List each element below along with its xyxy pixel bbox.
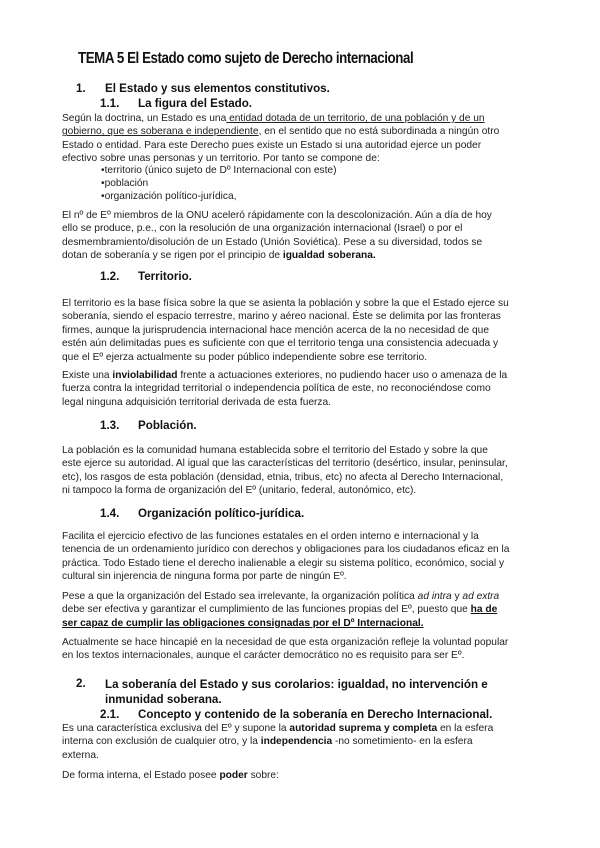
section-title bbox=[105, 677, 488, 707]
text-line: que el Eº ejerza actualmente su poder público independiente sobre ese territorio. bbox=[62, 351, 428, 363]
bold-text: inviolabilidad bbox=[112, 370, 178, 381]
bullet-list bbox=[101, 164, 337, 204]
paragraph-estado-definition bbox=[62, 112, 557, 166]
text-run: , en el sentido que no está subordinada a ningún otro bbox=[258, 126, 500, 138]
page-title: TEMA 5 El Estado como sujeto de Derecho internacional bbox=[78, 50, 414, 67]
text-line: estén aún delimitadas pues es suficiente con que el territorio tenga una consistencia adecuada y bbox=[62, 338, 499, 350]
paragraph-onu bbox=[62, 209, 557, 263]
section-number: 1.1. bbox=[100, 97, 120, 110]
list-item: •población bbox=[101, 178, 149, 190]
paragraph-soberania bbox=[62, 722, 557, 762]
text-line: Actualmente se hace hincapié en la necesidad de que esta organización refleje la voluntad popular bbox=[62, 637, 509, 648]
text-line: legal ninguna adquisición territorial derivada de esta fuerza. bbox=[62, 396, 332, 408]
text-line: El territorio es la base física sobre la que se asienta la población y sobre la que el Estado ejerce su bbox=[62, 298, 509, 309]
italic-text: ad extra bbox=[462, 591, 500, 602]
section-title: Concepto y contenido de la soberanía en Derecho Internacional. bbox=[138, 708, 493, 721]
text-run: Según la doctrina, un Estado es una bbox=[62, 113, 227, 124]
text-run: frente a actuaciones exteriores, no pudiendo hacer uso o amenaza de la bbox=[177, 370, 508, 381]
text-run: Existe una bbox=[62, 370, 113, 381]
section-title-line: inmunidad soberana. bbox=[105, 693, 222, 706]
bold-underlined-text: ser capaz de cumplir las obligaciones consignadas por el Dº Internacional. bbox=[62, 617, 424, 629]
text-line: La población es la comunidad humana establecida sobre el territorio del Estado y sobre la que bbox=[62, 445, 488, 456]
paragraph-organizacion-efectiva bbox=[62, 590, 557, 630]
bold-text: igualdad soberana. bbox=[282, 250, 376, 262]
text-line: en los textos internacionales, aunque el carácter democrático no es requisito para ser Eº. bbox=[62, 650, 465, 662]
bold-underlined-text: ha de bbox=[470, 604, 498, 616]
section-number: 1.4. bbox=[100, 507, 120, 520]
text-run: en la esfera bbox=[437, 723, 494, 734]
text-line: soberanía, siendo el espacio terrestre, marino y aéreo nacional. Éste se delimita por las fronteras bbox=[62, 311, 501, 323]
text-line: firmes, aunque la jurisprudencia internacional hace mención acerca de la no necesidad de que bbox=[62, 324, 490, 336]
text-run: interna con exclusión de cualquier otro, y la bbox=[62, 736, 261, 748]
text-line: fuerza contra la integridad territorial o independencia política de este, no reconociéndose como bbox=[62, 383, 491, 395]
bold-text: independencia bbox=[260, 736, 333, 748]
text-run: -no sometimiento- en la esfera bbox=[332, 736, 473, 748]
text-run: y bbox=[451, 591, 463, 602]
paragraph-poder-interno bbox=[62, 769, 557, 782]
text-line: ello se produce, p.e., con la resolución de una organización internacional (Israel) o por el bbox=[62, 223, 463, 235]
text-line: desmembramiento/disolución de un Estado (Unión Soviética). Pese a su diversidad, todos se bbox=[62, 236, 483, 248]
section-title: Organización político-jurídica. bbox=[138, 507, 305, 520]
text-line: etc), los rasgos de esta población (densidad, etnia, tribus, etc) no afecta al Derecho Internacional, bbox=[62, 471, 504, 483]
text-run: sobre: bbox=[247, 770, 279, 781]
section-number: 1.3. bbox=[100, 419, 120, 432]
text-line: cultural sin injerencia de ninguna forma por parte de ningún Eº. bbox=[62, 571, 347, 583]
paragraph-territorio bbox=[62, 297, 557, 364]
section-title-line: La soberanía del Estado y sus corolarios: igualdad, no intervención e bbox=[105, 678, 488, 691]
text-line: ni tampoco la forma de organización del Eº (unitario, federal, autonómico, etc). bbox=[62, 485, 417, 497]
text-line: Facilita el ejercicio efectivo de las funciones estatales en el orden interno e internacional y la bbox=[62, 531, 479, 542]
text-line: tenencia de un ordenamiento jurídico con derechos y obligaciones para los ciudadanos eficaz en la bbox=[62, 544, 510, 556]
paragraph-voluntad-popular bbox=[62, 636, 557, 663]
section-number: 1. bbox=[76, 82, 86, 95]
text-line: este ejerce su autoridad. Al igual que las características del territorio (desértico, insular, peninsular, bbox=[62, 458, 508, 470]
underlined-text: gobierno, que es soberana e independiente bbox=[62, 126, 259, 138]
text-run: De forma interna, el Estado posee bbox=[62, 770, 220, 781]
section-title: La figura del Estado. bbox=[138, 97, 253, 110]
paragraph-poblacion bbox=[62, 444, 557, 498]
text-line: externa. bbox=[62, 749, 99, 761]
paragraph-inviolabilidad bbox=[62, 369, 557, 409]
text-line: práctica. Todo Estado tiene el derecho inalienable a elegir su sistema político, económico, social y bbox=[62, 557, 505, 569]
paragraph-organizacion bbox=[62, 530, 557, 584]
list-item: •organización político-jurídica, bbox=[101, 191, 237, 203]
section-number: 2. bbox=[76, 677, 86, 690]
list-item: •territorio (único sujeto de Dº Internacional con este) bbox=[101, 165, 337, 176]
bold-text: poder bbox=[219, 770, 248, 781]
text-line: Estado o entidad. Para este Derecho pues existe un Estado si una autoridad ejerce un poder bbox=[62, 139, 482, 151]
text-run: dotan de soberanía y se rigen por el principio de bbox=[62, 250, 283, 262]
section-number: 2.1. bbox=[100, 708, 120, 721]
text-line: efectivo sobre unas personas y un territorio. Por tanto se compone de: bbox=[62, 153, 380, 165]
italic-text: ad intra bbox=[417, 591, 452, 602]
text-line: El nº de Eº miembros de la ONU aceleró rápidamente con la descolonización. Aún a día de hoy bbox=[62, 210, 492, 221]
text-run: Pese a que la organización del Estado sea irrelevante, la organización política bbox=[62, 591, 418, 602]
section-title: El Estado y sus elementos constitutivos. bbox=[105, 82, 330, 95]
text-run: Es una característica exclusiva del Eº y supone la bbox=[62, 723, 290, 734]
bold-text: autoridad suprema y completa bbox=[289, 723, 438, 734]
section-title: Población. bbox=[138, 419, 197, 432]
text-run: debe ser efectiva y garantizar el cumplimiento de las funciones propias del Eº, puesto que bbox=[62, 604, 471, 616]
underlined-text: entidad dotada de un territorio, de una población y de un bbox=[226, 113, 485, 124]
section-title: Territorio. bbox=[138, 270, 192, 283]
section-number: 1.2. bbox=[100, 270, 120, 283]
